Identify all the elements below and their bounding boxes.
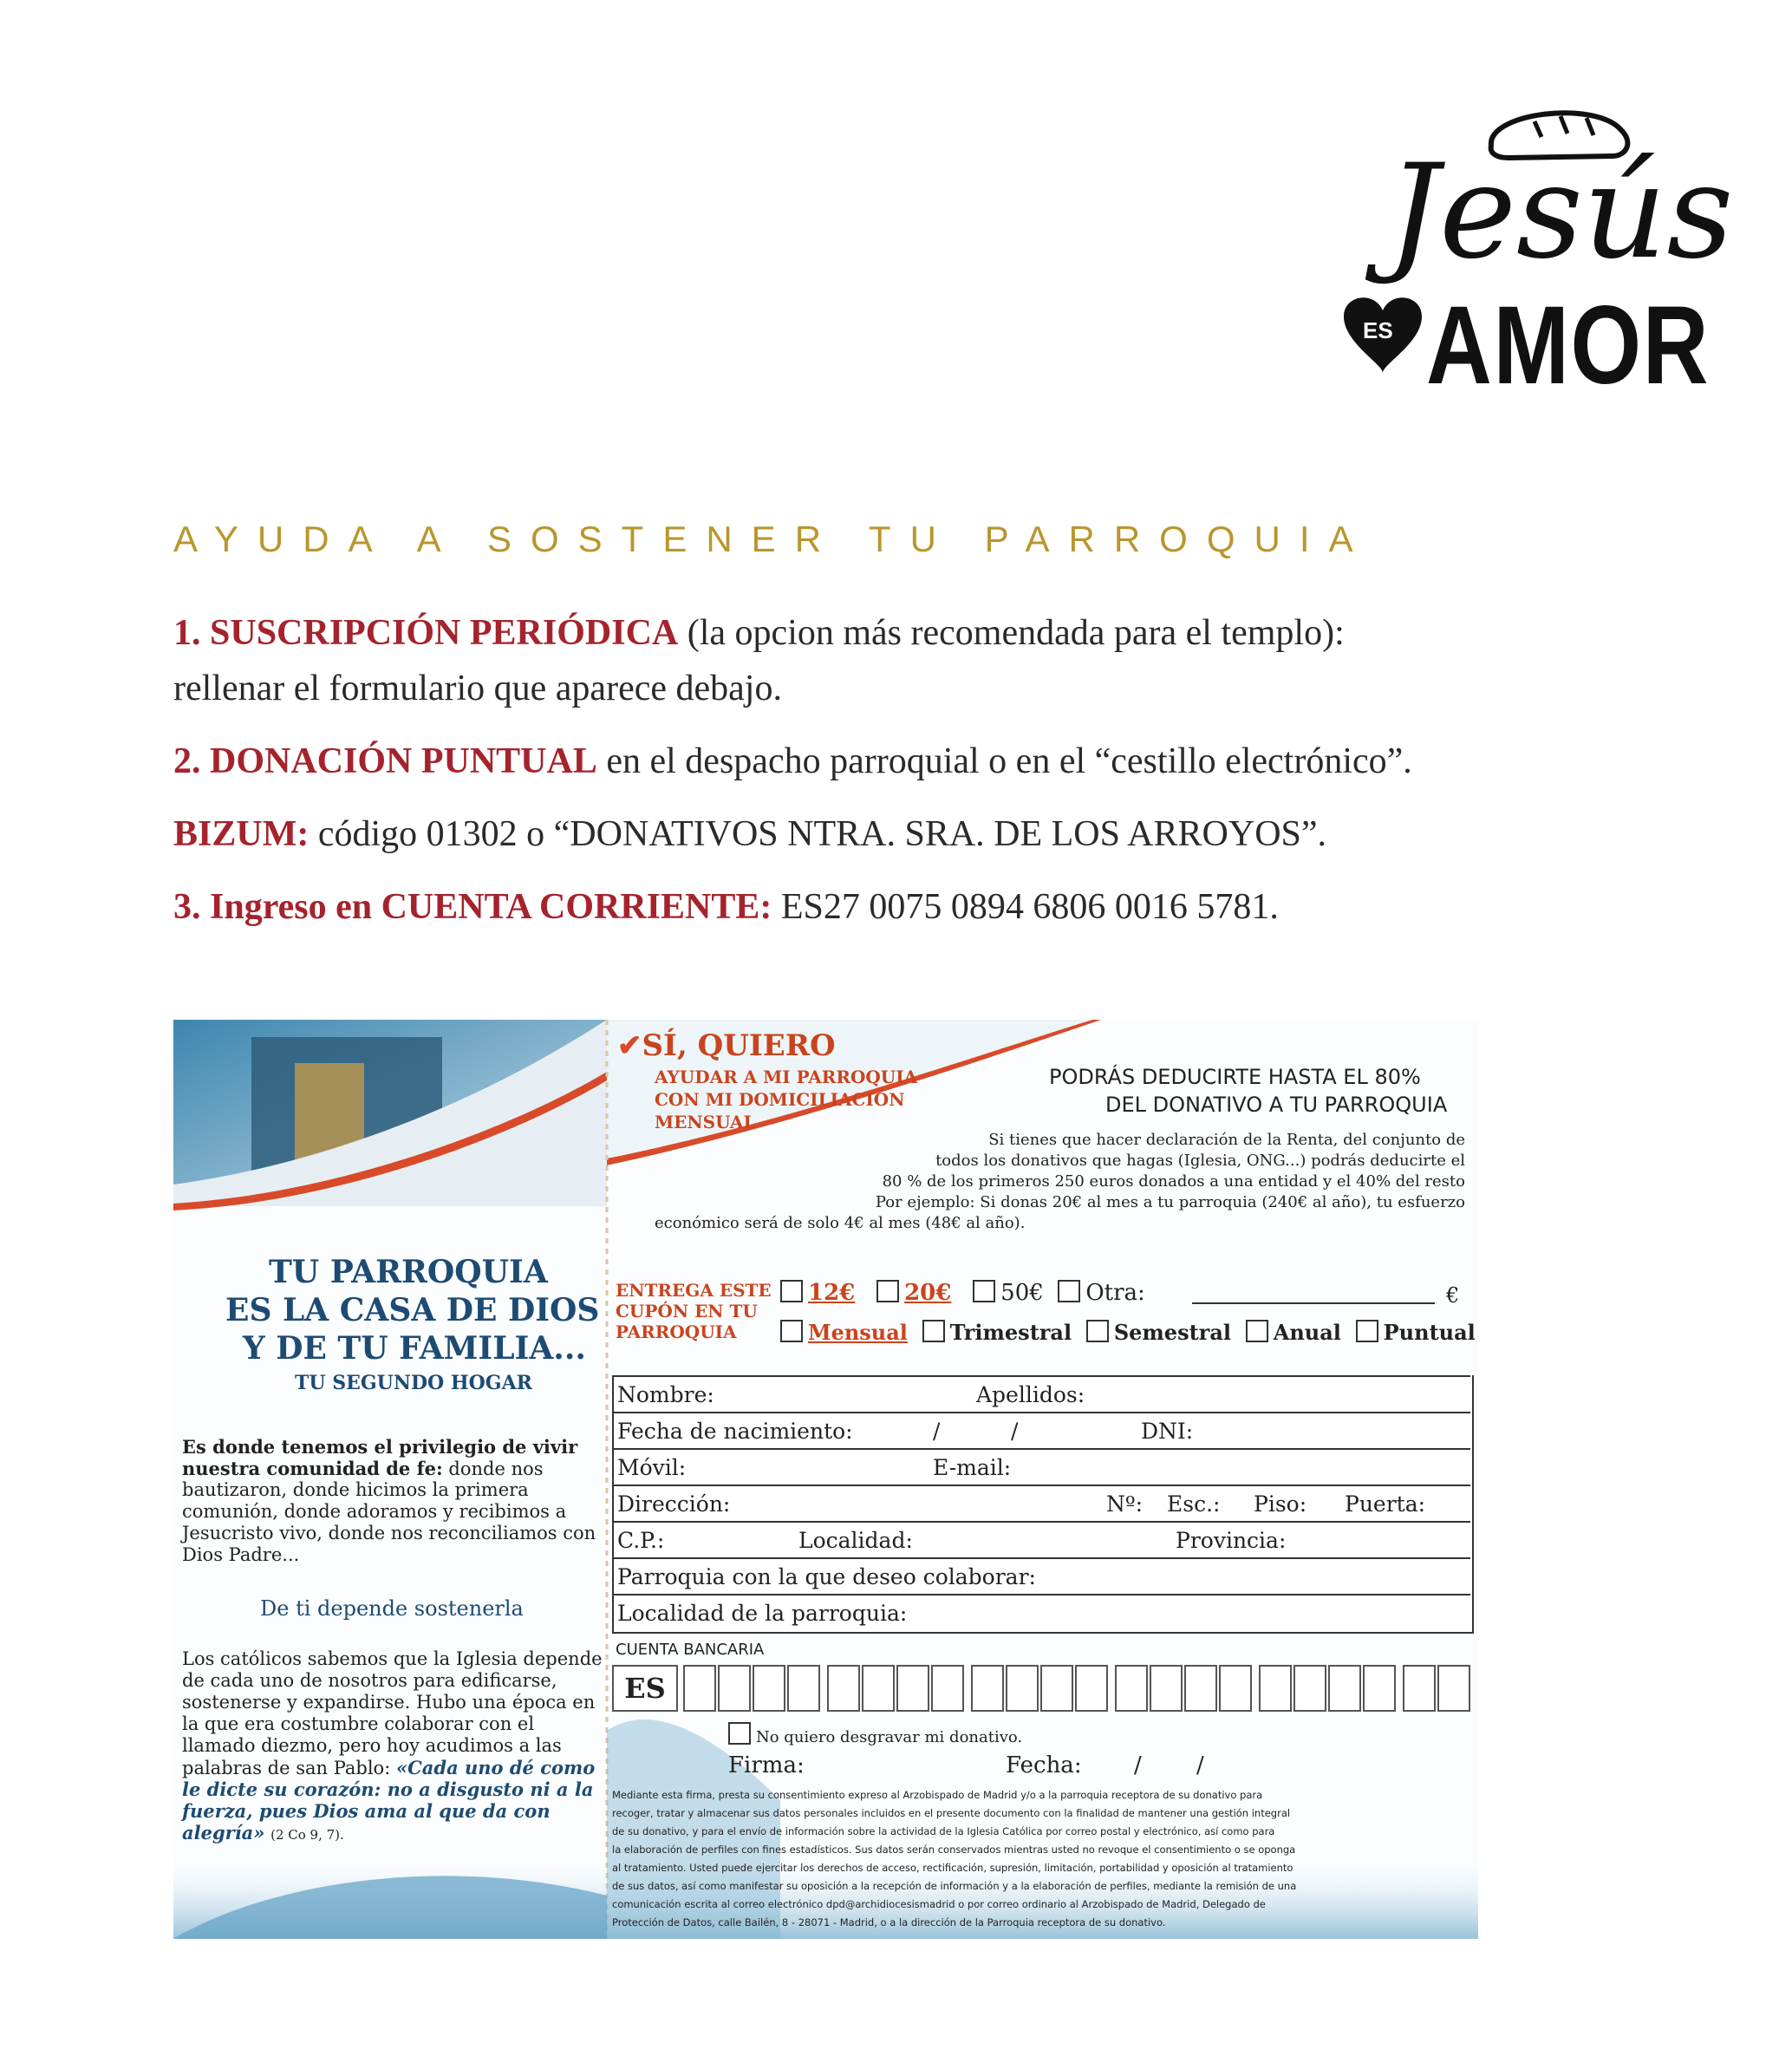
account-text: ES27 0075 0894 6806 0016 5781. <box>772 887 1279 927</box>
amount-12-option[interactable]: 12€ <box>780 1280 855 1306</box>
amount-50-checkbox[interactable] <box>973 1280 995 1302</box>
row-localidad-parroquia[interactable]: Localidad de la parroquia: <box>612 1594 1470 1632</box>
left-p1-bold: Es donde tenemos el privilegio de vivir <box>182 1436 578 1458</box>
no-desgravar-option[interactable]: No quiero desgravar mi donativo. <box>728 1722 1022 1746</box>
jesus-es-amor-logo <box>1335 95 1734 434</box>
left-p2-line-2: de cada uno de nosotros para edificarse, <box>182 1670 557 1691</box>
fecha-slash-1: / <box>1134 1752 1142 1778</box>
option-1-label: 1. SUSCRIPCIÓN PERIÓDICA <box>173 613 679 653</box>
left-p1-line-5: Dios Padre... <box>182 1544 300 1565</box>
iban-input[interactable] <box>612 1665 1472 1712</box>
left-p2-line-3: sostenerse y expandirse. Hubo una época en <box>182 1692 596 1713</box>
fecha-label: Fecha: <box>1006 1752 1082 1778</box>
left-p2-line-4: la que era costumbre colaborar con el <box>182 1713 535 1734</box>
renta-line-2: todos los donativos que hagas (Iglesia, ONG...) podrás deducirte el <box>935 1152 1465 1170</box>
left-title-3: Y DE TU FAMILIA... <box>243 1330 586 1367</box>
amount-20-option[interactable]: 20€ <box>876 1280 951 1306</box>
option-1-text: (la opcion más recomendada para el templo): <box>678 613 1345 653</box>
left-p2-line-6: palabras de san Pablo: «Cada uno dé como <box>182 1757 596 1778</box>
freq-anual-option[interactable]: Anual <box>1246 1320 1341 1345</box>
freq-mensual-checkbox[interactable] <box>780 1320 803 1342</box>
option-1-text-2: rellenar el formulario que aparece debajo. <box>173 669 782 708</box>
deducir-line-1: PODRÁS DEDUCIRTE HASTA EL 80% <box>1049 1065 1421 1089</box>
option-account <box>173 881 1279 933</box>
frequency-row <box>780 1320 1476 1345</box>
option-2-label: 2. DONACIÓN PUNTUAL <box>173 741 597 781</box>
left-title-2: ES LA CASA DE DIOS <box>225 1292 600 1328</box>
ayudar-line-1: AYUDAR A MI PARROQUIA <box>655 1067 918 1087</box>
option-bizum <box>173 808 1326 860</box>
amount-20-checkbox[interactable] <box>876 1280 899 1302</box>
left-p1-line-3: comunión, donde adoramos y recibimos a <box>182 1501 567 1522</box>
left-p2-line-1: Los católicos sabemos que la Iglesia depende <box>182 1648 603 1669</box>
freq-puntual-checkbox[interactable] <box>1356 1320 1378 1342</box>
left-subtitle: TU SEGUNDO HOGAR <box>295 1372 532 1394</box>
renta-line-1: Si tienes que hacer declaración de la Renta, del conjunto de <box>988 1131 1465 1149</box>
legal-text: Mediante esta firma, presta su consentimiento expreso al Arzobispado de Madrid y/o a la parroquia receptora de su donativo para recoger, tratar y almacenar sus datos personales incluidos en el presente documento con la finalidad de mantener una gestión integral de su donativo, y para el envío de información sobre la actividad de la Iglesia Católica por correo postal y electrónico, así como para la elaboración de perfiles con fines estadísticos. Sus datos serán conservados mientras usted no revoque el consentimiento o se oponga al tratamiento. Usted puede ejercitar los derechos de acceso, rectificación, supresión, limitación, portabilidad y oposición al tratamiento de sus datos, así como manifestar su oposición a la recepción de información y a la elaboración de perfiles, mediante la remisión de una comunicación escrita al correo electrónico dpd@archidiocesismadrid o por correo ordinario al Arzobispado de Madrid, Delegado de Protección de Datos, calle Bailén, 8 - 28071 - Madrid, o a la dirección de la Parroquia receptora de su donativo. <box>612 1789 1297 1928</box>
donation-form-scan <box>173 1020 1478 1939</box>
amount-other-option[interactable]: Otra: <box>1058 1280 1144 1306</box>
row-fecha-dni[interactable]: Fecha de nacimiento: / / DNI: <box>612 1412 1470 1450</box>
left-p1-line-1: nuestra comunidad de fe: donde nos <box>182 1458 544 1479</box>
freq-trimestral-option[interactable]: Trimestral <box>922 1320 1072 1345</box>
left-quote-line-2: le dicte su corazón: no a disgusto ni a la <box>182 1778 594 1800</box>
row-direccion[interactable]: Dirección: Nº: Esc.: Piso: Puerta: <box>612 1485 1470 1523</box>
freq-trimestral-checkbox[interactable] <box>922 1320 945 1342</box>
freq-semestral-checkbox[interactable] <box>1086 1320 1109 1342</box>
amount-12-checkbox[interactable] <box>780 1280 803 1302</box>
amount-row <box>780 1280 1145 1306</box>
logo-amor-text: AMOR <box>1426 284 1711 408</box>
option-2-text: en el despacho parroquial o en el “cestillo electrónico”. <box>596 741 1412 781</box>
logo-es-text: ES <box>1363 317 1393 343</box>
option-subscription <box>173 607 1345 659</box>
fecha-slash-2: / <box>1196 1752 1204 1778</box>
logo-jesus-text: Jesús <box>1387 137 1734 288</box>
page-heading: AYUDA A SOSTENER TU PARROQUIA <box>173 519 1372 559</box>
ayudar-line-2: CON MI DOMICILIACIÓN <box>655 1089 905 1110</box>
amount-50-option[interactable]: 50€ <box>973 1280 1044 1306</box>
renta-line-5: económico será de solo 4€ al mes (48€ al año). <box>655 1214 1026 1232</box>
freq-mensual-option[interactable]: Mensual <box>780 1320 908 1345</box>
left-depende: De ti depende sostenerla <box>260 1596 524 1621</box>
left-p1-line-2: bautizaron, donde hicimos la primera <box>182 1479 529 1500</box>
freq-puntual-option[interactable]: Puntual <box>1356 1320 1476 1345</box>
row-movil-email[interactable]: Móvil: E-mail: <box>612 1448 1470 1486</box>
left-p2-line-5: llamado diezmo, pero hoy acudimos a las <box>182 1735 562 1756</box>
row-cp-localidad[interactable]: C.P.: Localidad: Provincia: <box>612 1521 1470 1559</box>
bizum-label: BIZUM: <box>173 814 310 854</box>
iban-prefix-box: ES <box>612 1665 678 1712</box>
left-quote-line-3: fuerza, pues Dios ama al que da con <box>182 1800 551 1822</box>
renta-line-4: Por ejemplo: Si donas 20€ al mes a tu parroquia (240€ al año), tu esfuerzo <box>875 1193 1465 1211</box>
cuenta-bancaria-label: CUENTA BANCARIA <box>616 1641 765 1659</box>
account-label: 3. Ingreso en CUENTA CORRIENTE: <box>173 887 772 927</box>
si-quiero: ✔SÍ, QUIERO <box>617 1028 836 1063</box>
left-quote-line-4: alegría» (2 Co 9, 7). <box>182 1822 344 1843</box>
firma-label: Firma: <box>728 1752 805 1778</box>
deducir-line-2: DEL DONATIVO A TU PARROQUIA <box>1105 1093 1448 1117</box>
renta-line-3: 80 % de los primeros 250 euros donados a una entidad y el 40% del resto <box>882 1172 1465 1191</box>
bizum-text: código 01302 o “DONATIVOS NTRA. SRA. DE LOS ARROYOS”. <box>309 814 1327 854</box>
row-nombre[interactable]: Nombre: Apellidos: <box>612 1375 1470 1413</box>
amount-other-checkbox[interactable] <box>1058 1280 1080 1302</box>
left-title-1: TU PARROQUIA <box>269 1254 548 1290</box>
row-parroquia[interactable]: Parroquia con la que deseo colaborar: <box>612 1557 1470 1595</box>
entrega-cupon: ENTREGA ESTE CUPÓN EN TU PARROQUIA <box>616 1280 772 1342</box>
freq-semestral-option[interactable]: Semestral <box>1086 1320 1231 1345</box>
euro-sign: € <box>1446 1283 1460 1308</box>
other-amount-input[interactable] <box>1192 1302 1435 1304</box>
freq-anual-checkbox[interactable] <box>1246 1320 1268 1342</box>
ayudar-line-3: MENSUAL <box>655 1112 756 1132</box>
option-donation <box>173 735 1412 787</box>
left-p1-line-4: Jesucristo vivo, donde nos reconciliamos con <box>182 1523 596 1543</box>
no-desgravar-checkbox[interactable] <box>728 1722 751 1745</box>
